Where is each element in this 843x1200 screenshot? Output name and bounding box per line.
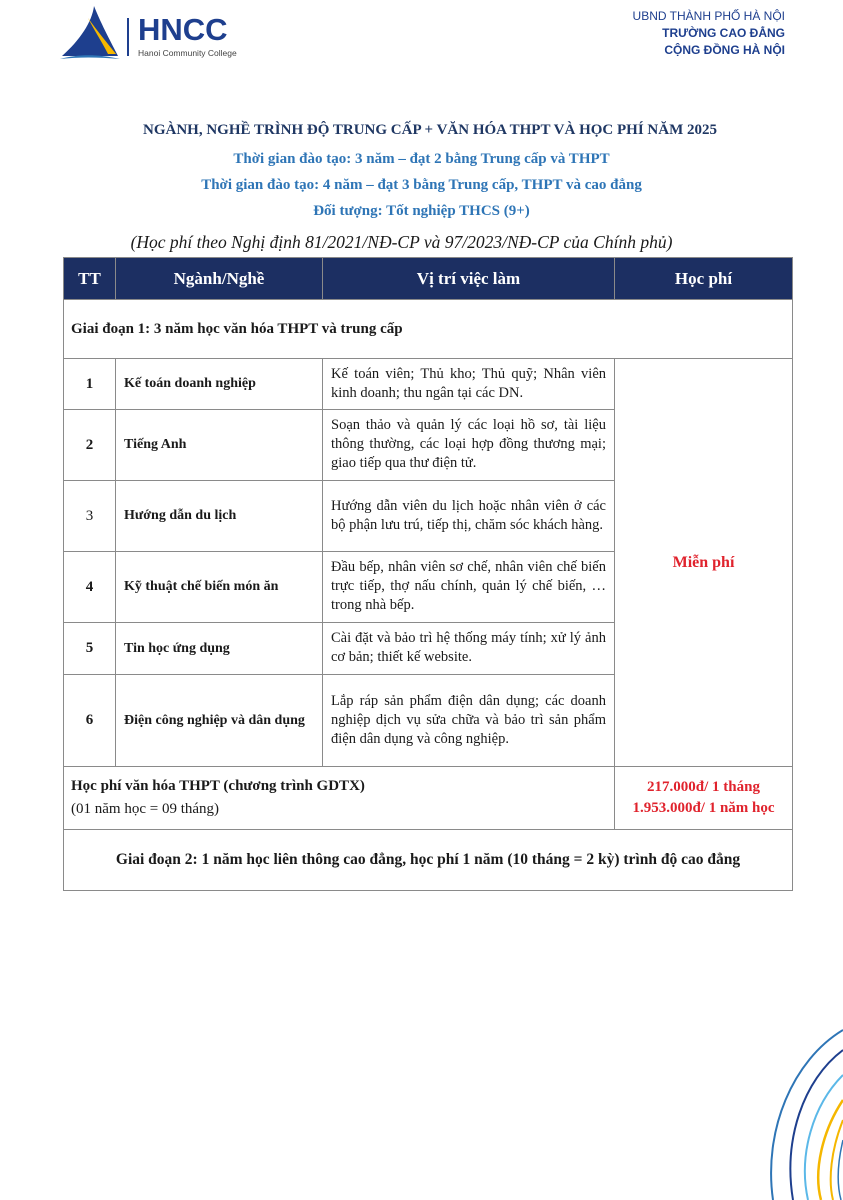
row-number: 6	[64, 675, 116, 767]
row-job: Hướng dẫn viên du lịch hoặc nhân viên ở các bộ phận lưu trú, tiếp thị, chăm sóc khách hàng.	[323, 481, 615, 552]
stage-2-label: Giai đoạn 2: 1 năm học liên thông cao đẳng, học phí 1 năm (10 tháng = 2 kỳ) trình độ cao đẳng	[64, 830, 793, 891]
table-row	[64, 359, 793, 410]
culture-fee-label: Học phí văn hóa THPT (chương trình GDTX)	[71, 778, 365, 794]
subtitle-target: Đối tượng: Tốt nghiệp THCS (9+)	[313, 203, 530, 219]
stage-1-label: Giai đoạn 1: 3 năm học văn hóa THPT và trung cấp	[64, 300, 793, 359]
main-title: NGÀNH, NGHỀ TRÌNH ĐỘ TRUNG CẤP + VĂN HÓA THPT VÀ HỌC PHÍ NĂM 2025	[142, 122, 718, 138]
row-job: Soạn thảo và quản lý các loại hồ sơ, tài liệu thông thường, các loại hợp đồng thương mại; giao tiếp qua thư điện tử.	[323, 410, 615, 481]
row-number: 5	[64, 623, 116, 675]
header-tt: TT	[64, 258, 116, 300]
subtitle-duration-4: Thời gian đào tạo: 4 năm – đạt 3 bằng Trung cấp, THPT và cao đẳng	[201, 177, 642, 193]
logo-divider	[127, 18, 129, 56]
row-major: Hướng dẫn du lịch	[116, 481, 323, 552]
row-number: 4	[64, 552, 116, 623]
organization-name	[633, 8, 785, 59]
org-line-1: UBND THÀNH PHỐ HÀ NỘI	[632, 9, 785, 23]
row-job: Kế toán viên; Thủ kho; Thủ quỹ; Nhân viên kinh doanh; thu ngân tại các DN.	[323, 359, 615, 410]
culture-fee-row	[64, 767, 793, 830]
row-number: 3	[64, 481, 116, 552]
org-line-3: CỘNG ĐỒNG HÀ NỘI	[664, 43, 785, 57]
row-job: Đầu bếp, nhân viên sơ chế, nhân viên chế biến trực tiếp, thợ nấu chính, quản lý chế biến, … trong nhà bếp.	[323, 552, 615, 623]
row-major: Tin học ứng dụng	[116, 623, 323, 675]
header-fee: Học phí	[615, 258, 793, 300]
culture-fee-year: 1.953.000đ/ 1 năm học	[632, 800, 775, 816]
logo-subtitle: Hanoi Community College	[138, 48, 237, 58]
program-fee-table	[63, 257, 793, 891]
row-number: 1	[64, 359, 116, 410]
stage-1-row	[64, 300, 793, 359]
org-line-2: TRƯỜNG CAO ĐẲNG	[662, 26, 785, 40]
row-major: Tiếng Anh	[116, 410, 323, 481]
culture-fee-cell	[615, 767, 793, 830]
free-fee-cell: Miễn phí	[615, 359, 793, 767]
table-header-row	[64, 258, 793, 300]
culture-fee-month: 217.000đ/ 1 tháng	[647, 779, 760, 795]
culture-fee-label-cell	[64, 767, 615, 830]
row-job: Lắp ráp sản phẩm điện dân dụng; các doanh nghiệp dịch vụ sửa chữa và bảo trì sản phẩm điện dân dụng và công nghiệp.	[323, 675, 615, 767]
row-major: Kỹ thuật chế biến món ăn	[116, 552, 323, 623]
tuition-decree-note: (Học phí theo Nghị định 81/2021/NĐ-CP và 97/2023/NĐ-CP của Chính phủ)	[130, 232, 673, 252]
decorative-swoosh-icon	[703, 1020, 843, 1200]
row-major: Kế toán doanh nghiệp	[116, 359, 323, 410]
header-major: Ngành/Nghề	[116, 258, 323, 300]
document-titles	[0, 120, 843, 224]
header-job: Vị trí việc làm	[323, 258, 615, 300]
stage-2-row	[64, 830, 793, 891]
culture-fee-note: (01 năm học = 09 tháng)	[71, 801, 220, 817]
logo-text	[138, 14, 237, 58]
row-major: Điện công nghiệp và dân dụng	[116, 675, 323, 767]
row-number: 2	[64, 410, 116, 481]
subtitle-duration-3: Thời gian đào tạo: 3 năm – đạt 2 bằng Trung cấp và THPT	[233, 151, 610, 167]
logo-name: HNCC	[138, 12, 228, 47]
row-job: Cài đặt và bảo trì hệ thống máy tính; xử lý ảnh cơ bản; thiết kế website.	[323, 623, 615, 675]
